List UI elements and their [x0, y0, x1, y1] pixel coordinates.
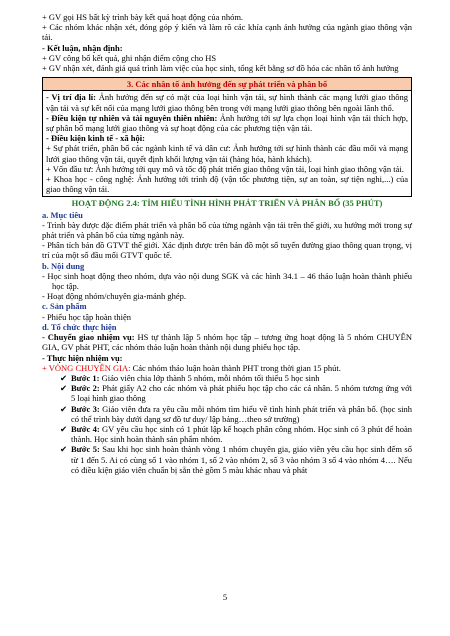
section-a-heading: a. Mục tiêu [42, 209, 83, 220]
check-icon: ✔ [60, 383, 68, 394]
factor-technology: + Khoa học - công nghệ: Ảnh hưởng tới trình độ (vận tốc phương tiện, sự an toàn, sự tiện nghi,...) của giao thông vận tải. [46, 174, 408, 195]
check-icon: ✔ [60, 444, 68, 455]
task-execution-heading: - Thực hiện nhiệm vụ: [42, 352, 123, 363]
factors-box-body [43, 91, 411, 196]
document-page [42, 12, 412, 475]
activity-title: HOẠT ĐỘNG 2.4: TÌM HIỂU TÌNH HÌNH PHÁT TRIỂN VÀ PHÂN BỐ (35 PHÚT) [71, 198, 383, 209]
factor-economy-population: + Sự phát triển, phân bố các ngành kinh tế và dân cư: Ảnh hưởng tới sự hình thành các đầu mối và mạng lưới giao thông vận tải, quyết định khối lượng vận tải (hàng hóa, hành khách). [46, 143, 408, 164]
intro-line-1: + GV gọi HS bất kỳ trình bày kết quả hoạt động của nhóm. [42, 12, 244, 22]
step-5: ✔ Bước 5: Sau khi học sinh hoàn thành vòng 1 nhóm chuyên gia, giáo viên yêu cầu học sinh đếm số từ 1 đến 5. Ai có cùng số 1 vào nhóm 1, số 2 vào nhóm 2, số 3 vào nhóm 3 số 4 vào nhóm 4…. Nếu có điều kiện giáo viên chuẩn bị sẵn thẻ gồm 5 màu khác nhau và phát [60, 444, 412, 475]
step-3: ✔ Bước 3: Giáo viên đưa ra yêu cầu mỗi nhóm tìm hiểu về tình hình phát triển và phân bố. (học sinh có thể trình bày dưới dạng sơ đồ tư duy/ lập bảng…theo sở trường) [60, 403, 412, 424]
check-icon: ✔ [60, 372, 68, 383]
page-number: 5 [222, 592, 228, 602]
factors-box [42, 77, 412, 197]
task-assignment: - Chuyển giao nhiệm vụ: HS tự thành lập 5 nhóm học tập – tương ứng hoạt động là 5 nhóm CHUYÊN GIA, GV phát PHT, các nhóm thảo luận hoàn thành nội dung phiếu học tập. [42, 332, 412, 353]
conclusion-heading: - Kết luận, nhận định: [42, 42, 123, 53]
factor-location: - Vị trí địa lí: Ảnh hưởng đến sự có mặt của loại hình vận tải, sự hình thành các mạng lưới giao thông vận tải và sự kết nối của mạng lưới giao thông bên trong với mạng lưới giao thông bên ngoài lãnh thổ. [46, 92, 408, 113]
conclusion-line-1: + GV công bố kết quả, ghi nhận điểm cộng cho HS [42, 52, 217, 63]
factor-socioeconomic: - Điều kiện kinh tế - xã hội: [46, 133, 145, 144]
section-a-line-1: - Trình bày được đặc điểm phát triển và phân bố của từng ngành vận tải trên thế giới, xu hướng mới trong sự phát triển và phân bố của từng ngành này. [42, 219, 412, 241]
expert-round: + VÒNG CHUYÊN GIA: Các nhóm thảo luận hoàn thành PHT trong thời gian 15 phút. [42, 362, 341, 373]
check-icon: ✔ [60, 403, 68, 414]
step-2: ✔ Bước 2: Phát giấy A2 cho các nhóm và phát phiếu học tập cho các cá nhân. 5 nhóm tương ứng với 5 loại hình giao thông [60, 383, 412, 404]
step-1: ✔ Bước 1: Giáo viên chia lớp thành 5 nhóm, mỗi nhóm tối thiểu 5 học sinh [60, 372, 320, 383]
section-b-line-1: - Học sinh hoạt động theo nhóm, dựa vào nội dung SGK và các hình 34.1 – 46 thảo luận hoàn thành phiếu học tập. [42, 270, 412, 292]
section-d-heading: d. Tổ chức thực hiện [42, 321, 117, 332]
factor-investment: + Vốn đầu tư: Ảnh hưởng tới quy mô và tốc độ phát triển giao thông vận tải, loại hình giao thông vận tải. [46, 163, 404, 174]
factors-box-title: 3. Các nhân tố ảnh hưởng đến sự phát triển và phân bố [43, 78, 411, 91]
section-a-line-2: - Phân tích bản đồ GTVT thế giới. Xác định được trên bản đồ một số tuyến đường giao thông quan trọng, vị trí của một số đầu mối GTVT quốc tế. [42, 240, 412, 261]
section-c-line-1: - Phiếu học tập hoàn thiện [42, 311, 131, 322]
intro-line-2: + Các nhóm khác nhận xét, đóng góp ý kiến và làm rõ các khía cạnh ảnh hưởng của ngành giao thông vận tải. [42, 22, 412, 43]
conclusion-line-2: + GV nhận xét, đánh giá quá trình làm việc của học sinh, tổng kết bằng sơ đồ hóa các nhân tố ảnh hưởng [42, 63, 399, 74]
section-b-heading: b. Nội dung [42, 260, 85, 271]
check-icon: ✔ [60, 423, 68, 434]
step-4: ✔ Bước 4: GV yêu cầu học sinh có 1 phút lập kế hoạch phân công nhóm. Học sinh có 3 phút để hoàn thành. Học sinh hoàn thành sản phẩm nhóm. [60, 423, 412, 445]
section-c-heading: c. Sản phẩm [42, 301, 87, 312]
factor-nature: - Điều kiện tự nhiên và tài nguyên thiên nhiên: Ảnh hưởng tới sự lựa chọn loại hình vận tải thích hợp, sự phân bố mạng lưới giao thông và sự hoạt động của các phương tiện vận tải. [46, 112, 408, 134]
section-b-line-2: - Hoạt động nhóm/chuyên gia-mảnh ghép. [42, 291, 186, 302]
